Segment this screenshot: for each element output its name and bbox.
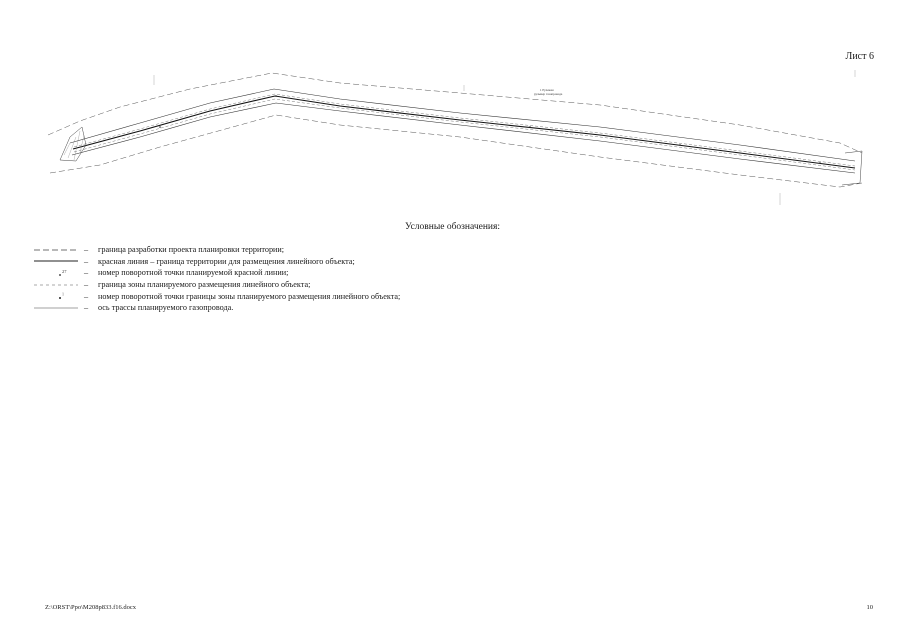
legend-row-zone-point xyxy=(32,290,552,302)
legend-dash: – xyxy=(84,291,89,301)
legend-symbol-red-line-point xyxy=(32,268,84,278)
gas-pipeline-axis xyxy=(73,96,855,168)
legend-title: Условные обозначения: xyxy=(404,222,500,232)
legend-row-red-line-point xyxy=(32,267,552,279)
plan-label-line2: рульмер газопровода xyxy=(534,92,563,96)
legend-text: номер поворотной точки границы зоны планируемого размещения линейного объекта; xyxy=(98,291,401,301)
legend-text: ось трассы планируемого газопровода. xyxy=(98,303,234,313)
legend-symbol-planning-boundary xyxy=(32,245,84,255)
legend-dash: – xyxy=(84,303,89,313)
hatch-4 xyxy=(80,135,84,153)
legend-row-zone-boundary xyxy=(32,279,552,291)
legend-text: граница зоны планируемого размещения линейного объекта; xyxy=(98,280,311,290)
legend-symbol-red-line xyxy=(32,256,84,266)
legend-symbol-zone-point xyxy=(32,291,84,301)
footer-file-path: Z:\ORST\Ppo\M208p833.f16.docx xyxy=(45,604,137,611)
zone-boundary-lower xyxy=(74,99,855,170)
point-2 xyxy=(275,95,277,97)
legend-row-pipeline-axis xyxy=(32,302,552,314)
planning-boundary-upper xyxy=(48,73,862,153)
legend-symbol-pipeline-axis xyxy=(32,303,84,313)
planning-map xyxy=(40,65,870,215)
plan-label-line1: 1 Рулеком xyxy=(540,88,554,92)
point-3 xyxy=(399,112,401,114)
zone-boundary-upper xyxy=(74,94,855,166)
legend-dash: – xyxy=(84,245,89,255)
point-5 xyxy=(679,144,681,146)
point-4 xyxy=(529,126,531,128)
legend-point-label: 27 xyxy=(62,268,67,274)
legend-text: красная линия – граница территории для размещения линейного объекта; xyxy=(98,256,355,266)
legend-dash: – xyxy=(84,256,89,266)
legend-row-planning-boundary xyxy=(32,244,552,256)
legend-symbol-zone-boundary xyxy=(32,280,84,290)
legend xyxy=(32,244,552,314)
point-1 xyxy=(159,126,161,128)
legend-text: номер поворотной точки планируемой красной линии; xyxy=(98,268,289,278)
point-6 xyxy=(819,162,821,164)
footer-page-number: 10 xyxy=(866,604,873,611)
sheet-label: Лист 6 xyxy=(845,51,874,62)
legend-dash: – xyxy=(84,268,89,278)
legend-point-label: 1 xyxy=(62,291,64,297)
legend-dash: – xyxy=(84,280,89,290)
legend-text: граница разработки проекта планировки территории; xyxy=(98,245,285,255)
legend-row-red-line xyxy=(32,256,552,268)
